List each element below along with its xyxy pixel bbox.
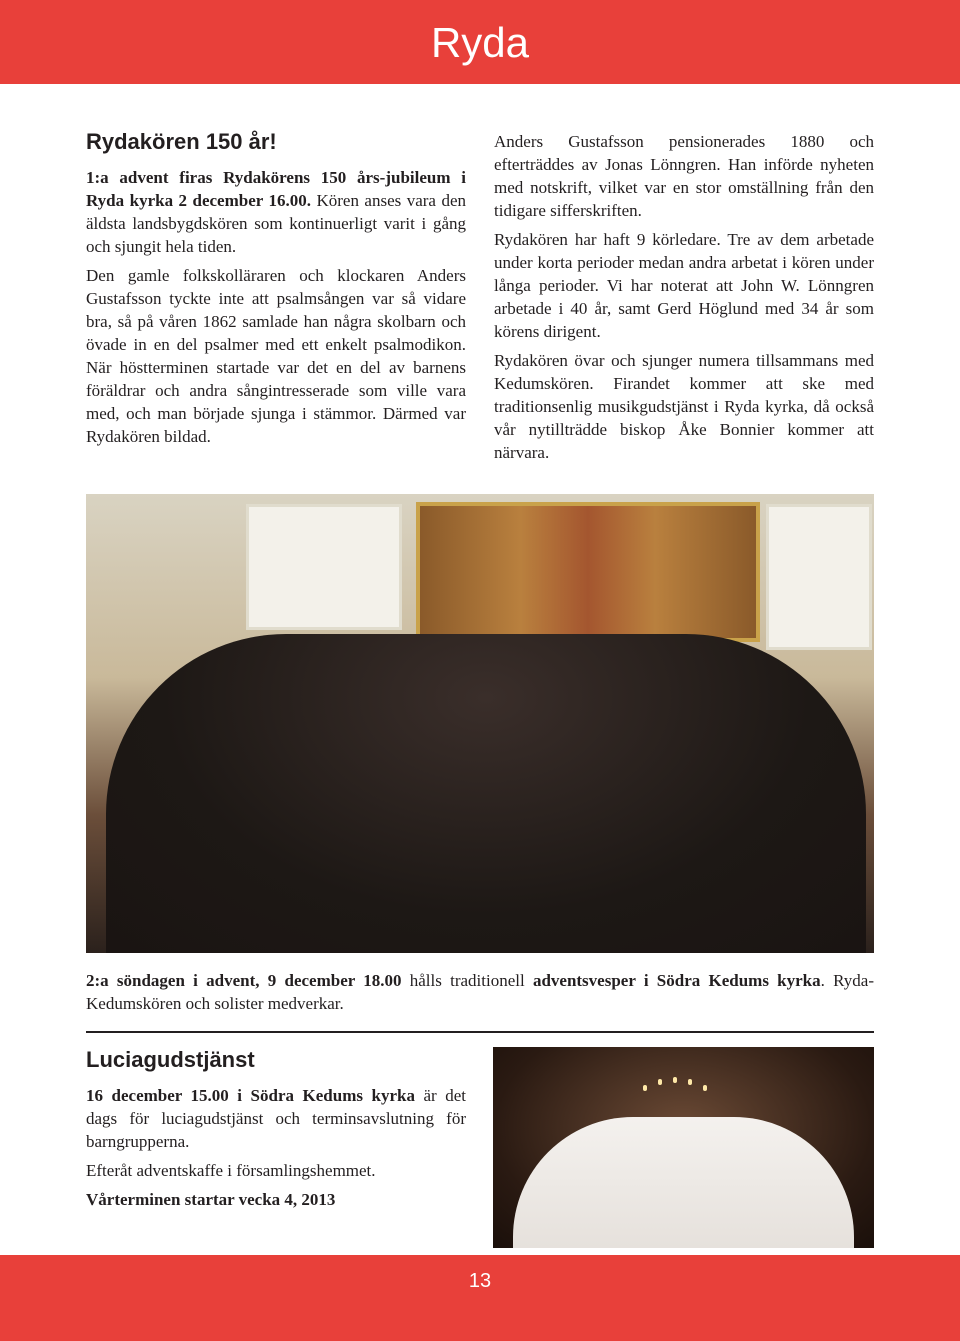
section-heading-lucia: Luciagudstjänst: [86, 1047, 255, 1072]
leaders-paragraph: Rydakören har haft 9 körledare. Tre av dem arbetade under korta perioder medan andra arbetat i kören under långa perioder. Vi har noterat att John W. Lönngren arbetade i 40 år, samt Gerd Höglund med 34 år som körens dirigent.: [494, 230, 874, 341]
left-column: [86, 128, 466, 448]
intro-bold: 1:a advent firas Rydakörens 150 års-jubileum i Ryda kyrka 2 december 16.00.: [86, 168, 466, 210]
lucia-paragraph: [86, 1084, 466, 1153]
advent-text-2: . Ryda-Kedumskören och solister medverkar.: [86, 971, 875, 1013]
advent-bold-date: 2:a söndagen i advent, 9 december 18.00: [86, 971, 402, 990]
celebration-paragraph: Rydakören övar och sjunger numera tillsammans med Kedumskören. Firandet kommer att ske med traditionsenlig musikgudstjänst i Ryda kyrka, då också vår nytillträdde biskop Åke Bonnier kommer att närvara.: [494, 351, 874, 462]
lucia-text: är det dags för luciagudstjänst och terminsavslutning för barngrupperna.: [86, 1086, 466, 1151]
right-column: [494, 130, 874, 464]
advent-vesper-caption: [86, 969, 874, 1015]
choir-photo: [86, 494, 874, 953]
section-divider: [86, 1031, 874, 1033]
pension-paragraph: Anders Gustafsson pensionerades 1880 och efterträddes av Jonas Lönngren. Han införde nyheten med notskrift, vilket var en stor omställning från den tidigare sifferskriften.: [494, 132, 874, 220]
intro-text: Kören anses vara den äldsta landsbygdskören som kontinuerligt varit i gång och sjungit hela tiden.: [86, 191, 466, 256]
section-heading-choir: Rydakören 150 år!: [86, 129, 277, 154]
lucia-bold-date: 16 december 15.00 i Södra Kedums kyrka: [86, 1086, 415, 1105]
intro-paragraph: [86, 166, 466, 258]
history-paragraph: Den gamle folkskolläraren och klockaren Anders Gustafsson tyckte inte att psalmsången var så vidare bra, så på våren 1862 samlade han några skolbarn och övade in en del psalmer med ett enkelt psalmodikon. När höstterminen startade var det en del av barnens föräldrar och andra sångintresserade som ville vara med, och man började sjunga i stämmor. Därmed var Rydakören bildad.: [86, 266, 466, 446]
spring-term-bold: Vårterminen startar vecka 4, 2013: [86, 1190, 336, 1209]
advent-bold-place: adventsvesper i Södra Kedums kyrka: [532, 971, 821, 990]
advent-text-1: hålls traditionell: [401, 971, 533, 990]
lucia-photo: [493, 1047, 874, 1248]
page-number: 13: [468, 1270, 492, 1292]
coffee-paragraph: Efteråt adventskaffe i församlingshemmet.: [86, 1161, 376, 1180]
page-title: Ryda: [430, 19, 530, 66]
lucia-column: [86, 1046, 466, 1211]
spring-term-paragraph: [86, 1188, 466, 1211]
